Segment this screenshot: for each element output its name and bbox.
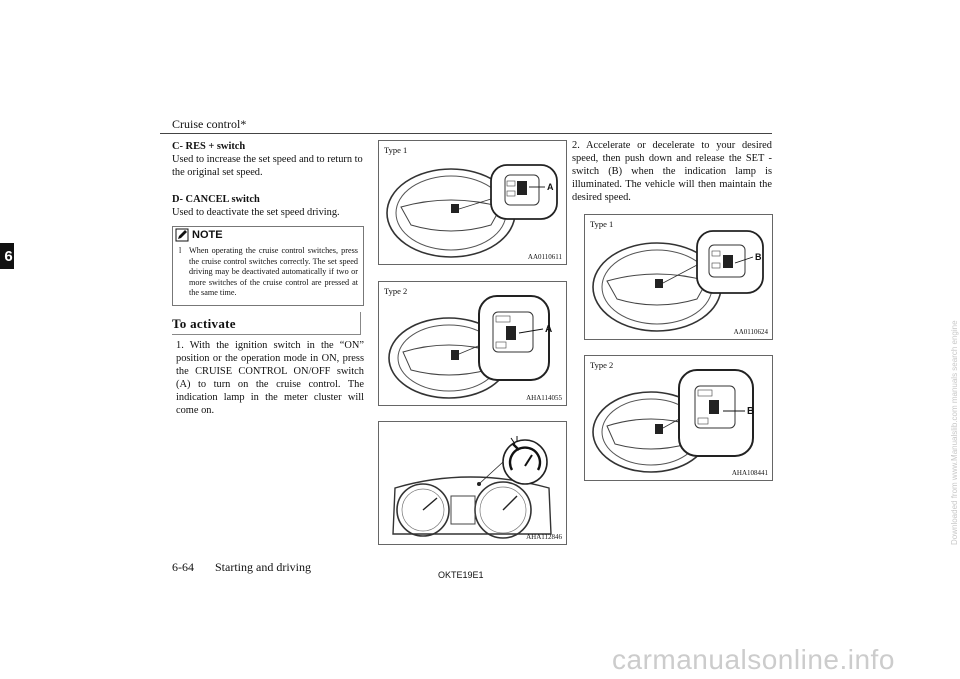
d-switch-heading: D- CANCEL switch <box>172 193 260 205</box>
note-header <box>173 227 223 243</box>
figure-label: Type 2 <box>590 360 614 370</box>
running-header-title: Cruise control* <box>172 117 247 131</box>
page-number: 6-64 <box>172 560 194 574</box>
pencil-note-icon <box>175 228 189 242</box>
section-title: To activate <box>172 316 236 331</box>
chapter-tab <box>0 243 14 269</box>
section-rule-tick <box>360 312 361 335</box>
watermark: carmanualsonline.info <box>612 644 895 675</box>
header-rule <box>160 133 772 134</box>
note-text: When operating the cruise control switches, press the cruise control switches correctly. The set speed driving may be deactivated automatically if two or more switches of the cruise control are pressed at the same time. <box>189 246 358 298</box>
figure-type2-switch-b <box>584 355 773 481</box>
figure-label: Type 1 <box>384 145 408 155</box>
step-1-text: 1. With the ignition switch in the “ON” position or the operation mode in ON, press the CRUISE CONTROL ON/OFF switch (A) to turn on the cruise control. The indication lamp in the meter cluster will come on. <box>176 340 364 416</box>
note-body <box>179 246 358 299</box>
step-2-text: 2. Accelerate or decelerate to your desired speed, then push down and release the SET - switch (B) when the indication lamp is illuminated. The vehicle will then maintain the desired speed. <box>572 140 772 203</box>
callout-letter: A <box>545 324 553 335</box>
figure-label: Type 2 <box>384 286 408 296</box>
document-code: OKTE19E1 <box>438 570 484 580</box>
callout-letter: A <box>547 182 554 192</box>
section-rule <box>172 334 360 335</box>
side-watermark: Downloaded from www.Manualslib.com manuals search engine <box>950 320 959 545</box>
footer-section: Starting and driving <box>215 560 311 574</box>
figure-code: AHA114055 <box>526 394 562 402</box>
note-box <box>172 226 364 306</box>
chapter-number: 6 <box>4 247 13 265</box>
figure-code: AHA112846 <box>526 533 562 541</box>
note-bullet: l <box>179 246 182 255</box>
steering-wheel-illustration <box>585 356 772 480</box>
c-switch-heading: C- RES + switch <box>172 141 246 152</box>
callout-letter: B <box>747 406 755 417</box>
switch-descriptions <box>172 140 364 219</box>
figure-meter-cluster <box>378 421 567 545</box>
figure-type1-switch-a <box>378 140 567 265</box>
figure-code: AHA108441 <box>731 469 768 477</box>
figure-label: Type 1 <box>590 219 614 229</box>
d-switch-text: Used to deactivate the set speed driving. <box>172 206 340 218</box>
steering-wheel-illustration <box>585 215 772 339</box>
c-switch-text: Used to increase the set speed and to return to the original set speed. <box>172 154 363 179</box>
figure-code: AA0110624 <box>733 328 768 336</box>
figure-code: AA0110611 <box>527 253 562 261</box>
note-label: NOTE <box>192 229 223 241</box>
steering-wheel-illustration <box>379 282 566 405</box>
page-footer <box>172 560 311 575</box>
steering-wheel-illustration <box>379 141 566 264</box>
callout-letter: B <box>755 252 762 262</box>
meter-cluster-illustration <box>379 422 566 544</box>
figure-type2-switch-a <box>378 281 567 406</box>
figure-type1-switch-b <box>584 214 773 340</box>
